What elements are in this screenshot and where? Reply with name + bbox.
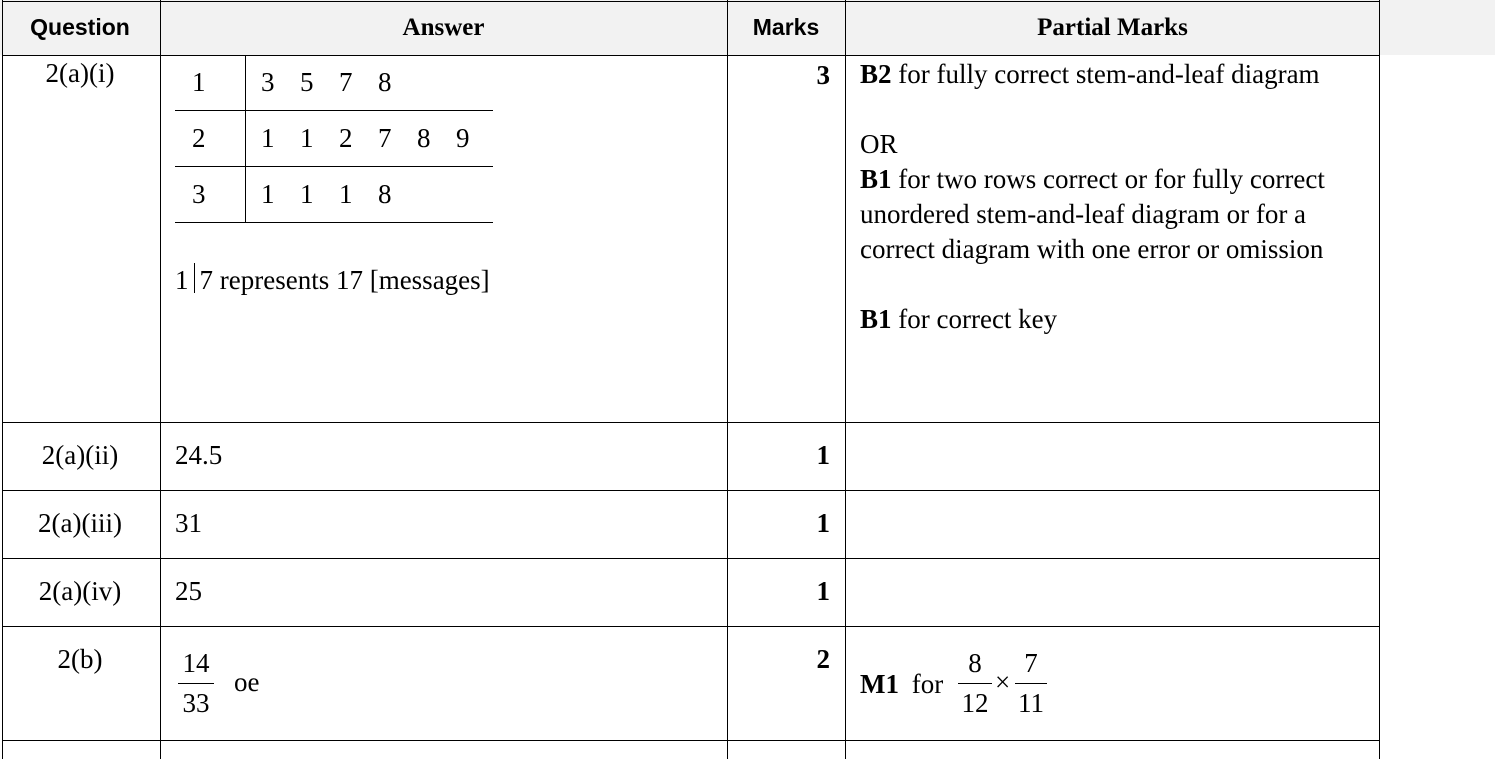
mark-description: for: [911, 669, 944, 699]
partial-marks-text: [860, 57, 1370, 337]
marks-value: 1: [816, 576, 830, 606]
leaf-values: 3 5 7 8: [261, 67, 392, 97]
answer-value: 31: [175, 508, 202, 538]
mark-description: for correct key: [891, 304, 1058, 334]
question-number: 2(a)(iii): [38, 508, 122, 538]
or-separator: OR: [860, 129, 898, 159]
leaf-values: 1 1 1 8: [261, 179, 392, 209]
question-number: 2(a)(iv): [38, 576, 122, 606]
grid-line: [2, 740, 1380, 741]
mark-description: for fully correct stem-and-leaf diagram: [891, 59, 1320, 89]
answer-fraction: [178, 648, 214, 719]
grid-line: [1379, 0, 1380, 759]
key-text: 7 represents 17 [messages]: [199, 265, 490, 295]
row-divider: [175, 110, 493, 111]
times-sign: ×: [995, 667, 1011, 697]
grid-line: [2, 1, 1380, 2]
marks-value: 1: [816, 440, 830, 470]
mark-code: B1: [860, 164, 892, 194]
mark-description: for two rows correct or for fully correct unordered stem-and-leaf diagram or for a correct diagram with one error or omission: [860, 164, 1325, 264]
fraction-bar: [1015, 683, 1047, 684]
grid-line: [2, 558, 1380, 559]
answer-value: 25: [175, 576, 202, 606]
answer-suffix: oe: [234, 667, 260, 697]
stem-divider: [245, 56, 246, 223]
grid-line: [2, 55, 1380, 56]
key-stem: 1: [175, 265, 189, 295]
grid-line: [845, 0, 846, 759]
grid-line: [2, 422, 1380, 423]
key-bar: [194, 263, 195, 293]
question-number: 2(a)(ii): [41, 440, 119, 470]
leaf-values: 1 1 2 7 8 9: [261, 123, 470, 153]
mark-code: B2: [860, 59, 892, 89]
fraction-numerator: 8: [968, 648, 982, 678]
header-partial-marks: Partial Marks: [1037, 13, 1188, 41]
fraction-denominator: 11: [1018, 688, 1044, 718]
fraction-numerator: 14: [182, 648, 210, 678]
header-marks: Marks: [752, 14, 820, 40]
row-divider: [175, 222, 493, 223]
marks-value: 3: [816, 60, 830, 90]
partial-marks-text: [860, 667, 943, 702]
marks-value: 1: [816, 508, 830, 538]
diagram-key: [175, 263, 490, 296]
stem-value: 2: [192, 123, 206, 153]
header-question: Question: [30, 14, 130, 40]
row-divider: [175, 166, 493, 167]
mark-code: B1: [860, 304, 892, 334]
fraction-denominator: 12: [961, 688, 989, 718]
answer-value: 24.5: [175, 440, 223, 470]
header-answer: Answer: [402, 13, 485, 41]
grid-line: [2, 490, 1380, 491]
grid-line: [2, 626, 1380, 627]
stem-value: 1: [192, 67, 206, 97]
partial-fraction: [1015, 648, 1047, 719]
partial-fraction: [958, 648, 992, 719]
marks-value: 2: [816, 644, 830, 674]
mark-code: M1: [860, 669, 899, 699]
header-strip: [1380, 0, 1495, 55]
fraction-denominator: 33: [182, 688, 210, 718]
grid-line: [160, 0, 161, 759]
stem-value: 3: [192, 179, 206, 209]
fraction-numerator: 7: [1024, 648, 1038, 678]
question-number: 2(a)(i): [45, 58, 115, 88]
question-number: 2(b): [57, 644, 103, 674]
fraction-bar: [178, 683, 214, 684]
fraction-bar: [958, 683, 992, 684]
